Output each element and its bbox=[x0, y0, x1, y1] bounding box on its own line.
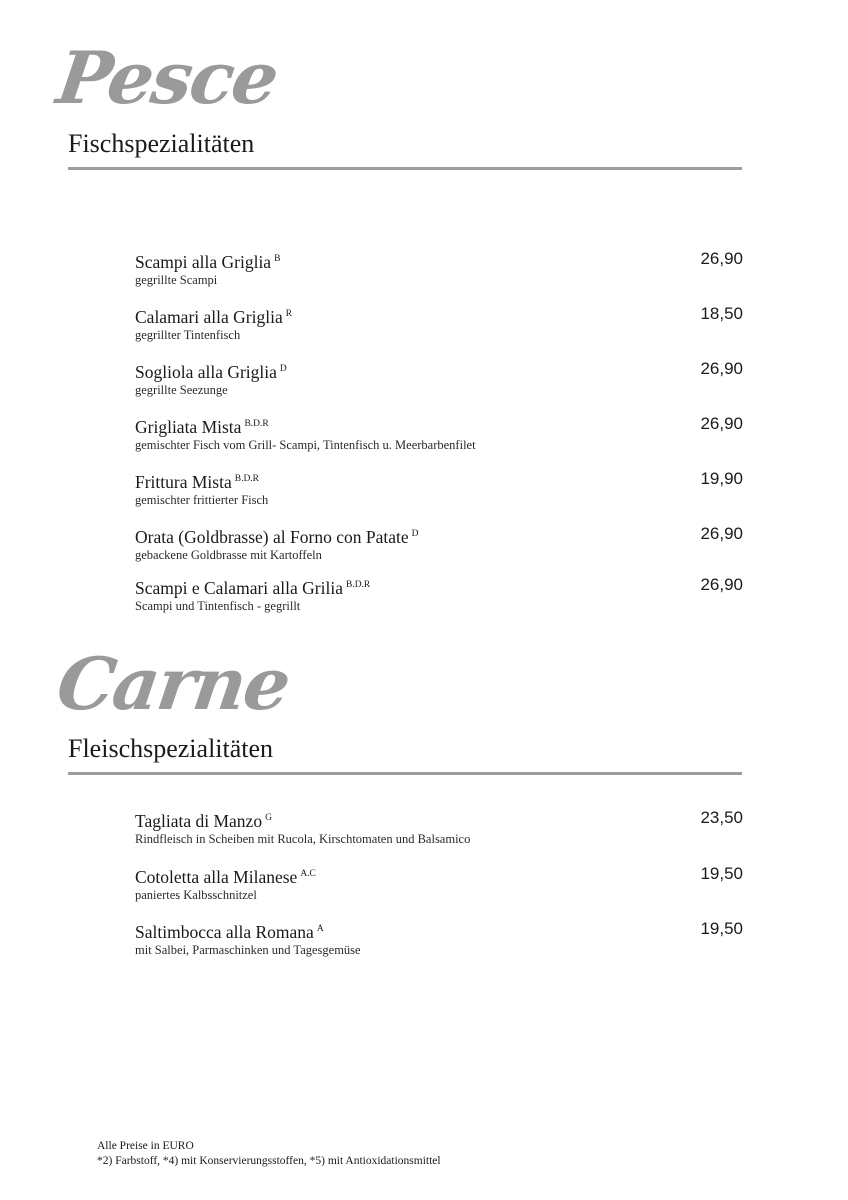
menu-item bbox=[135, 575, 743, 614]
item-name: Scampi e Calamari alla Grilia $^{B.D.R}$ bbox=[135, 578, 371, 598]
item-description: Rindfleisch in Scheiben mit Rucola, Kirschtomaten und Balsamico bbox=[135, 832, 471, 846]
allergen-codes: A bbox=[316, 924, 324, 934]
item-name: Calamari alla Griglia $^R$ bbox=[135, 307, 293, 327]
section-divider bbox=[68, 167, 742, 170]
item-description: gegrillte Scampi bbox=[135, 273, 218, 287]
item-price: 19,50 bbox=[700, 864, 743, 883]
menu-item bbox=[135, 919, 743, 958]
item-description: gemischter Fisch vom Grill- Scampi, Tintenfisch u. Meerbarbenfilet bbox=[135, 438, 476, 452]
item-description: paniertes Kalbsschnitzel bbox=[135, 888, 257, 902]
item-price: 19,90 bbox=[700, 469, 743, 488]
item-price: 26,90 bbox=[700, 414, 743, 433]
allergen-codes: B.D.R bbox=[234, 474, 260, 484]
item-description: gebackene Goldbrasse mit Kartoffeln bbox=[135, 548, 322, 562]
item-name: Orata (Goldbrasse) al Forno con Patate $^D$ bbox=[135, 527, 419, 547]
item-price: 23,50 bbox=[700, 808, 743, 827]
allergen-codes: D bbox=[411, 529, 419, 539]
item-description: gegrillter Tintenfisch bbox=[135, 328, 241, 342]
menu-item bbox=[135, 864, 743, 903]
item-name: Cotoletta alla Milanese $^{A.C}$ bbox=[135, 867, 316, 887]
allergen-codes: B.D.R bbox=[244, 419, 269, 429]
menu-item bbox=[135, 359, 743, 398]
menu-item bbox=[135, 808, 743, 847]
item-description: gegrillte Seezunge bbox=[135, 383, 228, 397]
item-name: Sogliola alla Griglia $^D$ bbox=[135, 362, 287, 382]
allergen-codes: R bbox=[285, 309, 293, 319]
item-name: Saltimbocca alla Romana $^A$ bbox=[135, 922, 324, 942]
item-price: 26,90 bbox=[700, 249, 743, 268]
additives-note: *2) Farbstoff, *4) mit Konservierungsstoffen, *5) mit Antioxidationsmittel bbox=[97, 1155, 441, 1167]
currency-note: Alle Preise in EURO bbox=[97, 1140, 194, 1152]
item-description: mit Salbei, Parmaschinken und Tagesgemüse bbox=[135, 943, 361, 957]
menu-item bbox=[135, 524, 743, 563]
section-subtitle-fleisch: Fleischspezialitäten bbox=[68, 734, 274, 763]
allergen-codes: G bbox=[265, 813, 272, 823]
item-name: Frittura Mista $^{B.D.R}$ bbox=[135, 472, 260, 492]
section-subtitle-fisch: Fischspezialitäten bbox=[68, 129, 255, 158]
item-price: 19,50 bbox=[700, 919, 743, 938]
menu-item bbox=[135, 469, 743, 508]
item-description: gemischter frittierter Fisch bbox=[135, 493, 269, 507]
menu-item bbox=[135, 414, 743, 453]
item-name: Grigliata Mista $^{B.D.R}$ bbox=[135, 417, 269, 437]
section-title-pesce: Pesce bbox=[52, 35, 283, 120]
section-title-carne: Carne bbox=[52, 641, 295, 726]
allergen-codes: A.C bbox=[300, 869, 316, 879]
footer-notes bbox=[97, 1139, 441, 1169]
section-divider bbox=[68, 772, 742, 775]
menu-item bbox=[135, 304, 743, 343]
item-price: 26,90 bbox=[700, 575, 743, 594]
item-price: 18,50 bbox=[700, 304, 743, 323]
item-price: 26,90 bbox=[700, 359, 743, 378]
item-price: 26,90 bbox=[700, 524, 743, 543]
allergen-codes: D bbox=[279, 364, 287, 374]
allergen-codes: B bbox=[274, 254, 281, 264]
allergen-codes: B.D.R bbox=[345, 580, 371, 590]
item-name: Scampi alla Griglia $^B$ bbox=[135, 252, 281, 272]
item-description: Scampi und Tintenfisch - gegrillt bbox=[135, 599, 301, 613]
item-name: Tagliata di Manzo $^G$ bbox=[135, 811, 272, 831]
menu-item bbox=[135, 249, 743, 288]
